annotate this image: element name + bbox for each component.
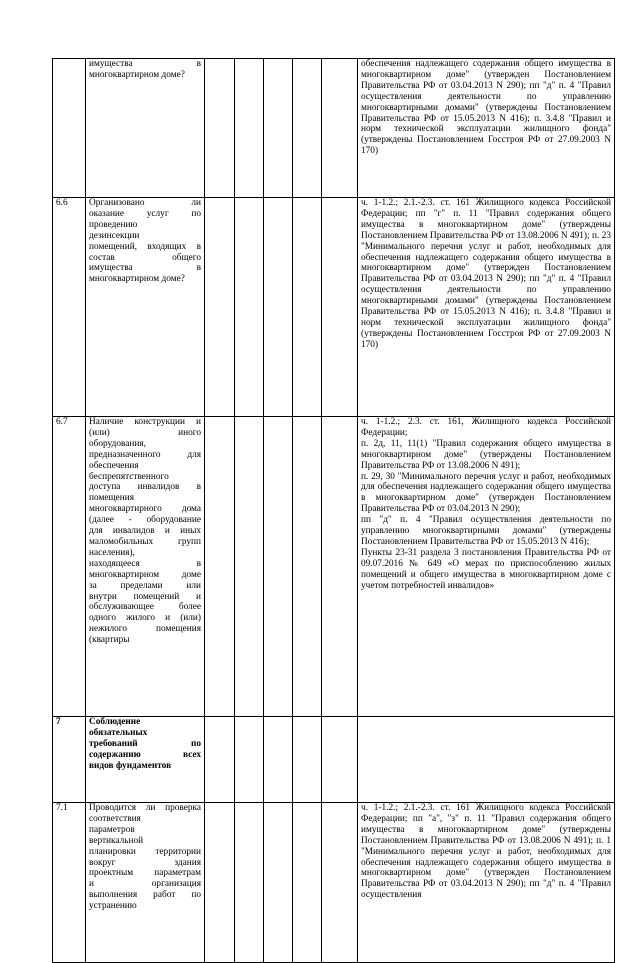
question-line: беспрепятственного	[89, 471, 169, 482]
question-line: вокруг здания	[89, 857, 201, 868]
question-line: Соблюдение	[89, 717, 141, 727]
checklist-body	[53, 59, 615, 963]
answer-cell	[264, 803, 293, 963]
question-line: нежилого помещения	[89, 624, 201, 635]
answer-cell	[235, 803, 264, 963]
answer-cell	[293, 803, 322, 963]
question-line: помещения	[89, 493, 134, 504]
question-line: имущества в	[89, 59, 201, 69]
question-cell	[86, 417, 205, 717]
question-line: многоквартирном доме	[89, 569, 201, 580]
question-line: содержанию всех	[89, 749, 201, 760]
answer-cell	[205, 803, 235, 963]
question-line: (или) иного	[89, 427, 201, 438]
question-line: оказание услуг по	[89, 208, 201, 219]
legal-reference-cell	[358, 803, 615, 963]
question-line: находящееся в	[89, 558, 201, 569]
answer-cell	[205, 717, 235, 803]
legal-reference-cell	[358, 417, 615, 717]
legal-reference-cell	[358, 717, 615, 803]
legal-reference-paragraph: Пункты 23-31 раздела 3 постановления Правительства РФ от 09.07.2016 № 649 «О мерах по приспособлению жилых помещений и общего имущества в многоквартирном доме с учетом потребностей инвалидов»	[361, 547, 611, 591]
question-line: обеспечения	[89, 460, 139, 471]
answer-cell	[322, 803, 358, 963]
question-line: имущества в	[89, 263, 201, 274]
question-cell	[86, 803, 205, 963]
question-line: Организовано ли	[89, 198, 201, 208]
checklist-table	[52, 58, 615, 963]
question-line: вертикальной	[89, 835, 144, 846]
question-line: за пределами или	[89, 580, 201, 591]
table-row	[53, 417, 615, 717]
answer-cell	[235, 717, 264, 803]
question-line: состав общего	[89, 252, 201, 263]
question-line: выполнения работ по	[89, 890, 201, 901]
question-line: и организация	[89, 879, 201, 890]
row-number: 7.1	[53, 803, 86, 963]
answer-cell	[205, 59, 235, 198]
question-line: многоквартирном доме?	[89, 274, 185, 285]
question-line: устранению	[89, 901, 137, 912]
table-row	[53, 59, 615, 198]
answer-cell	[293, 417, 322, 717]
question-line: видов фундаментов	[89, 760, 172, 771]
legal-reference-cell	[358, 198, 615, 417]
legal-reference-paragraph: п. 2д, 11, 11(1) "Правил содержания общего имущества в многоквартирном доме" (утверждены Постановлением Правительства РФ от 13.08.2006 N 491);	[361, 438, 611, 471]
legal-reference-cell	[358, 59, 615, 198]
row-number	[53, 59, 86, 198]
answer-cell	[264, 417, 293, 717]
question-line: параметров	[89, 824, 135, 835]
table-row	[53, 717, 615, 803]
question-line: Наличие конструкции и	[89, 417, 201, 427]
answer-cell	[322, 717, 358, 803]
legal-reference-paragraph: ч. 1-1.2.; 2.1.-2.3. ст. 161 Жилищного кодекса Российской Федерации; пп "а", "з" п. 11 "Правил содержания общего имущества в многоквартирном доме" (утверждены Постановлением Правительства РФ от 13.08.2006 N 491); п. 1 "Минимального перечня услуг и работ, необходимых для обеспечения надлежащего содержания общего имущества в многоквартирном доме" (утвержден Постановлением Правительства РФ от 03.04.2013 N 290); пп "д" п. 4 "Правил осуществления	[361, 803, 611, 901]
table-row	[53, 803, 615, 963]
question-line: доступа инвалидов в	[89, 482, 201, 493]
answer-cell	[235, 417, 264, 717]
answer-cell	[205, 417, 235, 717]
question-line: маломобильных групп	[89, 536, 201, 547]
question-line: (квартиры	[89, 635, 130, 646]
question-line: дезинсекции	[89, 230, 140, 241]
question-line: (далее - оборудование	[89, 515, 201, 526]
question-line: помещений, входящих в	[89, 241, 201, 252]
answer-cell	[293, 59, 322, 198]
answer-cell	[293, 198, 322, 417]
question-line: для инвалидов и иных	[89, 526, 201, 537]
question-cell	[86, 717, 205, 803]
legal-reference-paragraph: ч. 1-1.2.; 2.3. ст. 161, Жилищного кодекса Российской Федерации;	[361, 417, 611, 438]
question-line: соответствия	[89, 813, 141, 824]
answer-cell	[322, 59, 358, 198]
row-number: 6.7	[53, 417, 86, 717]
legal-reference-paragraph: обеспечения надлежащего содержания общего имущества в многоквартирном доме" (утвержден Постановлением Правительства РФ от 03.04.2013 N 290); пп "д" п. 4 "Правил осуществления деятельности по управлению многоквартирными домами" (утверждены Постановлением Правительства РФ от 15.05.2013 N 416); п. 3.4.8 "Правил и норм технической эксплуатации жилищного фонда" (утверждены Постановлением Госстроя РФ от 27.09.2003 N 170)	[361, 59, 611, 157]
answer-cell	[264, 717, 293, 803]
answer-cell	[322, 198, 358, 417]
question-line: одного жилого и (или)	[89, 613, 201, 624]
question-line: оборудования,	[89, 438, 146, 449]
question-cell	[86, 59, 205, 198]
answer-cell	[264, 198, 293, 417]
question-line: планировки территории	[89, 846, 201, 857]
question-line: многоквартирном доме?	[89, 69, 185, 80]
legal-reference-paragraph: пп "д" п. 4 "Правил осуществления деятельности по управлению многоквартирными домами" (утверждены Постановлением Правительства РФ от 15.05.2013 N 416);	[361, 515, 611, 547]
question-line: обязательных	[89, 727, 148, 738]
row-number: 6.6	[53, 198, 86, 417]
answer-cell	[235, 198, 264, 417]
legal-reference-paragraph: п. 29, 30 "Минимального перечня услуг и работ, необходимых для обеспечения надлежащего содержания общего имущества в многоквартирном доме" (утвержден Постановлением Правительства РФ от 03.04.2013 N 290);	[361, 471, 611, 515]
question-line: проведению	[89, 219, 138, 230]
question-line: обслуживающее более	[89, 602, 201, 613]
row-number: 7	[53, 717, 86, 803]
question-line: проектным параметрам	[89, 868, 201, 879]
question-line: требований по	[89, 738, 201, 749]
answer-cell	[264, 59, 293, 198]
question-line: многоквартирного дома	[89, 504, 201, 515]
question-line: населения),	[89, 547, 135, 558]
table-row	[53, 198, 615, 417]
legal-reference-paragraph: ч. 1-1.2.; 2.1.-2.3. ст. 161 Жилищного кодекса Российской Федерации; пп "г" п. 11 "Правил содержания общего имущества в многоквартирном доме" (утверждены Постановлением Правительства РФ от 13.08.2006 N 491); п. 23 "Минимального перечня услуг и работ, необходимых для обеспечения надлежащего содержания общего имущества в многоквартирном доме" (утвержден Постановлением Правительства РФ от 03.04.2013 N 290); пп "д" п. 4 "Правил осуществления деятельности по управлению многоквартирными домами" (утверждены Постановлением Правительства РФ от 15.05.2013 N 416); п. 3.4.8 "Правил и норм технической эксплуатации жилищного фонда" (утверждены Постановлением Госстроя РФ от 27.09.2003 N 170)	[361, 198, 611, 350]
answer-cell	[322, 417, 358, 717]
answer-cell	[293, 717, 322, 803]
question-line: предназначенного для	[89, 449, 201, 460]
question-line: внутри помещений и	[89, 591, 201, 602]
answer-cell	[235, 59, 264, 198]
answer-cell	[205, 198, 235, 417]
question-cell	[86, 198, 205, 417]
question-line: Проводится ли проверка	[89, 803, 201, 813]
